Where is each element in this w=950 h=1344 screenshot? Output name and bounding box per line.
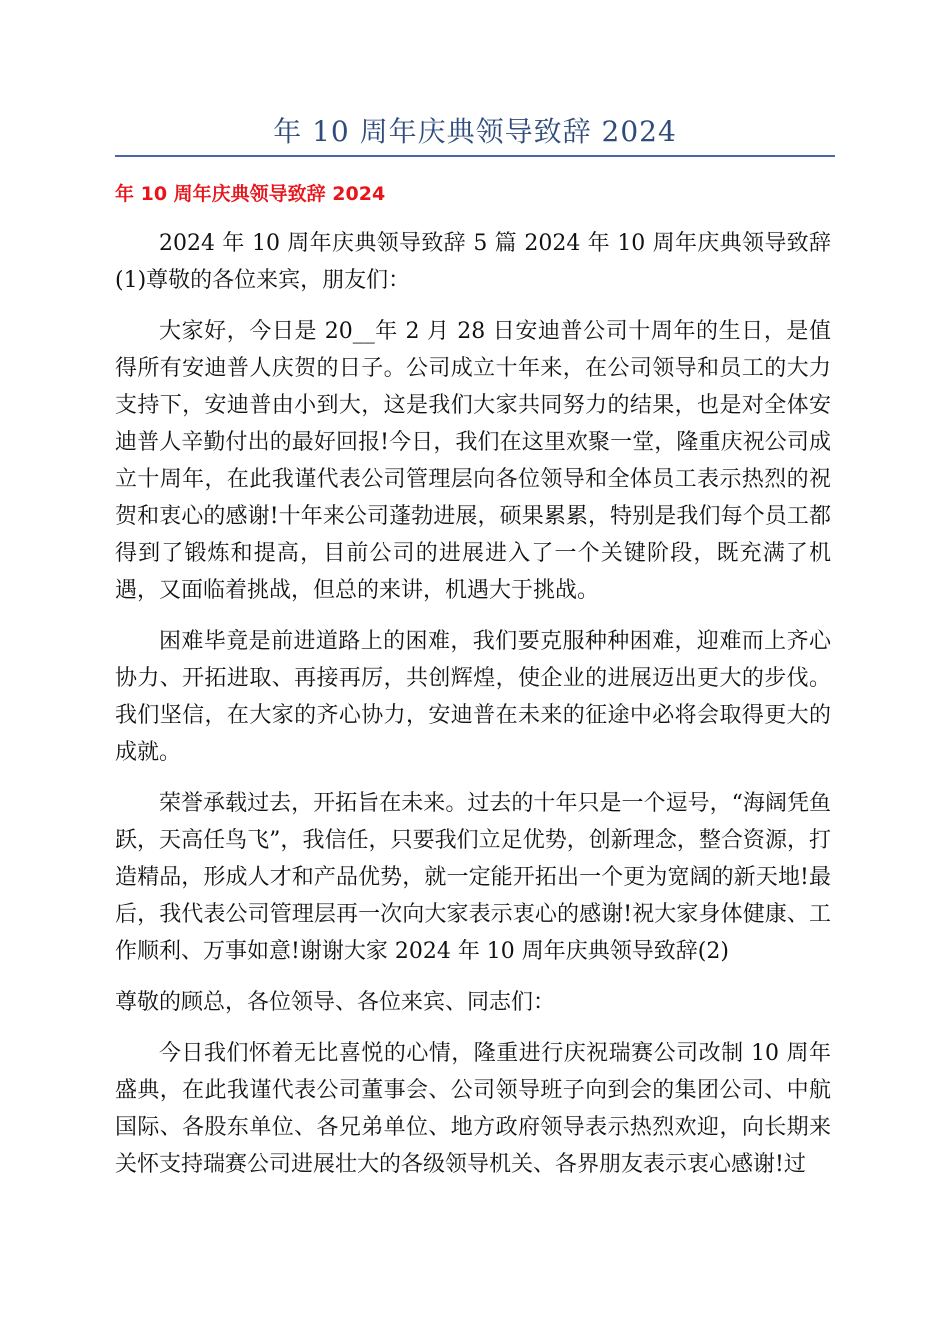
section-heading: 年 10 周年庆典领导致辞 2024 (115, 183, 386, 205)
paragraph-difficulties: 困难毕竟是前进道路上的困难，我们要克服种种困难，迎难而上齐心协力、开拓进取、再接再厉，共创辉煌，使企业的进展迈出更大的步伐。我们坚信，在大家的齐心协力，安迪普在未来的征途中必将会取得更大的成就。 (115, 629, 831, 765)
document-body (115, 225, 831, 1197)
document-title: 年 10 周年庆典领导致辞 2024 (273, 115, 677, 148)
paragraph-greeting: 大家好，今日是 20__年 2 月 28 日安迪普公司十周年的生日，是值得所有安迪普人庆贺的日子。公司成立十年来，在公司领导和员工的大力支持下，安迪普由小到大，这是我们大家共同努力的结果，也是对全体安迪普人辛勤付出的最好回报!今日，我们在这里欢聚一堂，隆重庆祝公司成立十周年，在此我谨代表公司管理层向各位领导和全体员工表示热烈的祝贺和衷心的感谢!十年来公司蓬勃进展，硕果累累，特别是我们每个员工都得到了锻炼和提高，目前公司的进展进入了一个关键阶段，既充满了机遇，又面临着挑战，但总的来讲，机遇大于挑战。 (115, 319, 831, 603)
paragraph-salutation: 尊敬的顾总，各位领导、各位来宾、同志们： (115, 990, 556, 1015)
paragraph-future: 荣誉承载过去，开拓旨在未来。过去的十年只是一个逗号，“海阔凭鱼跃，天高任鸟飞”，我信任，只要我们立足优势，创新理念，整合资源，打造精品，形成人才和产品优势，就一定能开拓出一个更为宽阔的新天地!最后，我代表公司管理层再一次向大家表示衷心的感谢!祝大家身体健康、工作顺利、万事如意!谢谢大家 2024 年 10 周年庆典领导致辞(2) (115, 791, 831, 964)
title-divider (115, 155, 835, 157)
paragraph-celebration: 今日我们怀着无比喜悦的心情，隆重进行庆祝瑞赛公司改制 10 周年盛典，在此我谨代表公司董事会、公司领导班子向到会的集团公司、中航国际、各股东单位、各兄弟单位、地方政府领导表示热烈欢迎，向长期来关怀支持瑞赛公司进展壮大的各级领导机关、各界朋友表示衷心感谢!过 (115, 1041, 831, 1177)
paragraph-intro: 2024 年 10 周年庆典领导致辞 5 篇 2024 年 10 周年庆典领导致辞(1)尊敬的各位来宾，朋友们： (115, 231, 831, 293)
